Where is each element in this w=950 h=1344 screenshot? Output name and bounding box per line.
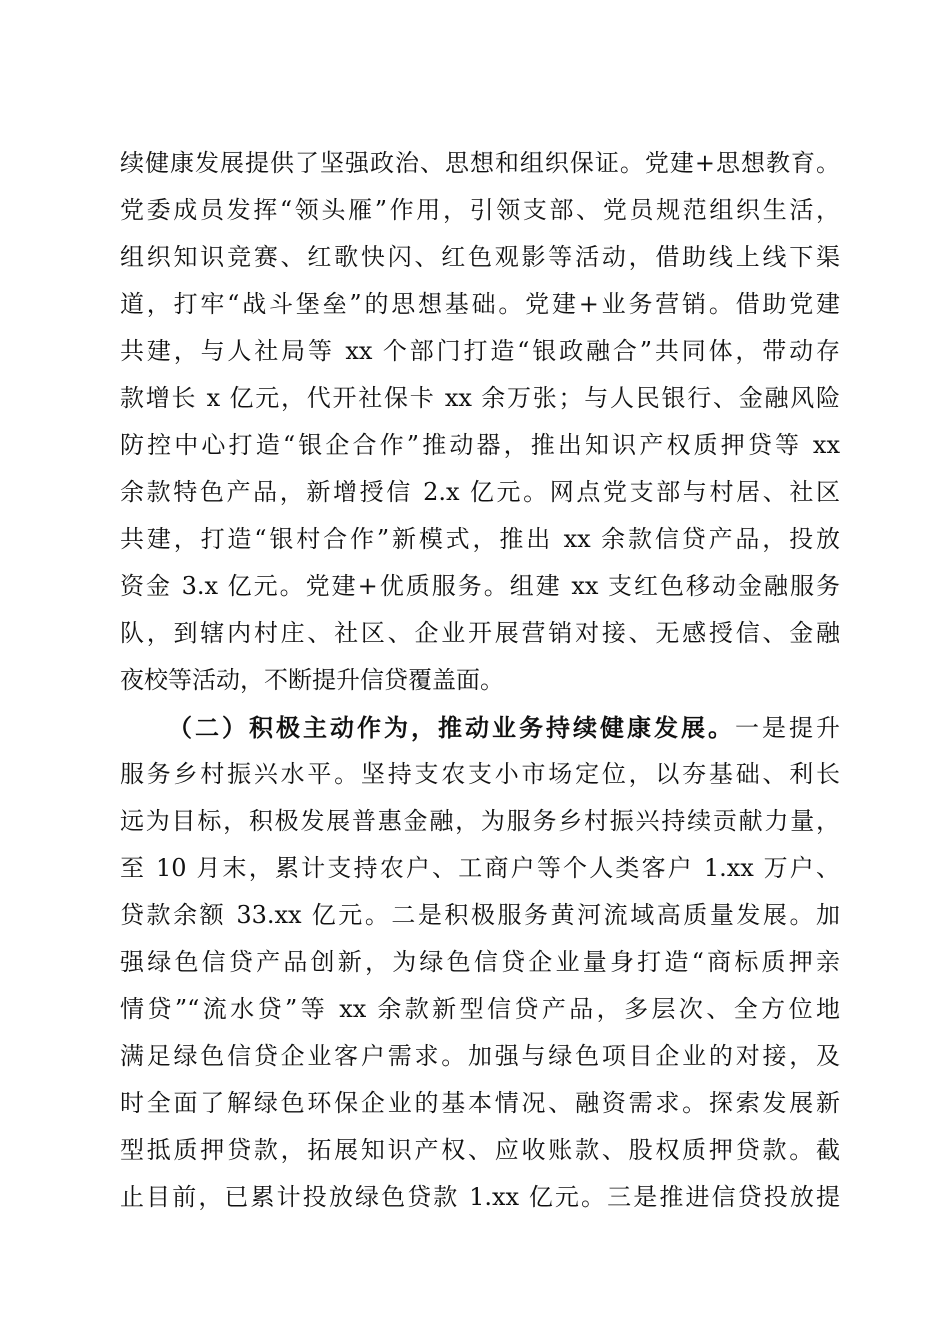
- paragraph-2: [120, 704, 840, 1221]
- text-line: 贷款余额 33.xx 亿元。二是积极服务黄河流域高质量发展。加: [120, 901, 840, 929]
- text-line: 夜校等活动，不断提升信贷覆盖面。: [120, 666, 504, 694]
- text-line: 余款特色产品，新增授信 2.x 亿元。网点党支部与村居、社区: [120, 478, 840, 506]
- text-line: 服务乡村振兴水平。坚持支农支小市场定位，以夯基础、利长: [120, 760, 840, 788]
- section-heading: （二）积极主动作为，推动业务持续健康发展。: [168, 713, 735, 742]
- text-line: 时全面了解绿色环保企业的基本情况、融资需求。探索发展新: [120, 1089, 840, 1117]
- text-line: 款增长 x 亿元，代开社保卡 xx 余万张；与人民银行、金融风险: [120, 384, 840, 412]
- paragraph-2-first-line: [120, 704, 840, 751]
- text-fragment: 一是提升: [735, 714, 840, 742]
- text-line: 型抵质押贷款，拓展知识产权、应收账款、股权质押贷款。截: [120, 1136, 840, 1164]
- text-line: 远为目标，积极发展普惠金融，为服务乡村振兴持续贡献力量，: [120, 807, 840, 835]
- text-line: 共建，与人社局等 xx 个部门打造“银政融合”共同体，带动存: [120, 337, 840, 365]
- text-line: 防控中心打造“银企合作”推动器，推出知识产权质押贷等 xx: [120, 431, 840, 459]
- text-line: 道，打牢“战斗堡垒”的思想基础。党建+业务营销。借助党建: [120, 290, 840, 318]
- text-line: 满足绿色信贷企业客户需求。加强与绿色项目企业的对接，及: [120, 1042, 840, 1070]
- text-line: 续健康发展提供了坚强政治、思想和组织保证。党建+思想教育。: [120, 149, 840, 177]
- text-line: 共建，打造“银村合作”新模式，推出 xx 余款信贷产品，投放: [120, 525, 840, 553]
- text-line: 资金 3.x 亿元。党建+优质服务。组建 xx 支红色移动金融服务: [120, 572, 840, 600]
- text-line: 党委成员发挥“领头雁”作用，引领支部、党员规范组织生活，: [120, 196, 840, 224]
- text-line: 止目前，已累计投放绿色贷款 1.xx 亿元。三是推进信贷投放提: [120, 1183, 840, 1211]
- text-line: 情贷”“流水贷”等 xx 余款新型信贷产品，多层次、全方位地: [120, 995, 840, 1023]
- paragraph-1: [120, 140, 840, 704]
- document-body: [120, 140, 840, 1221]
- text-line: 至 10 月末，累计支持农户、工商户等个人类客户 1.xx 万户、: [120, 854, 840, 882]
- text-line: 队，到辖内村庄、社区、企业开展营销对接、无感授信、金融: [120, 619, 840, 647]
- text-line: 组织知识竞赛、红歌快闪、红色观影等活动，借助线上线下渠: [120, 243, 840, 271]
- text-line: 强绿色信贷产品创新，为绿色信贷企业量身打造“商标质押亲: [120, 948, 840, 976]
